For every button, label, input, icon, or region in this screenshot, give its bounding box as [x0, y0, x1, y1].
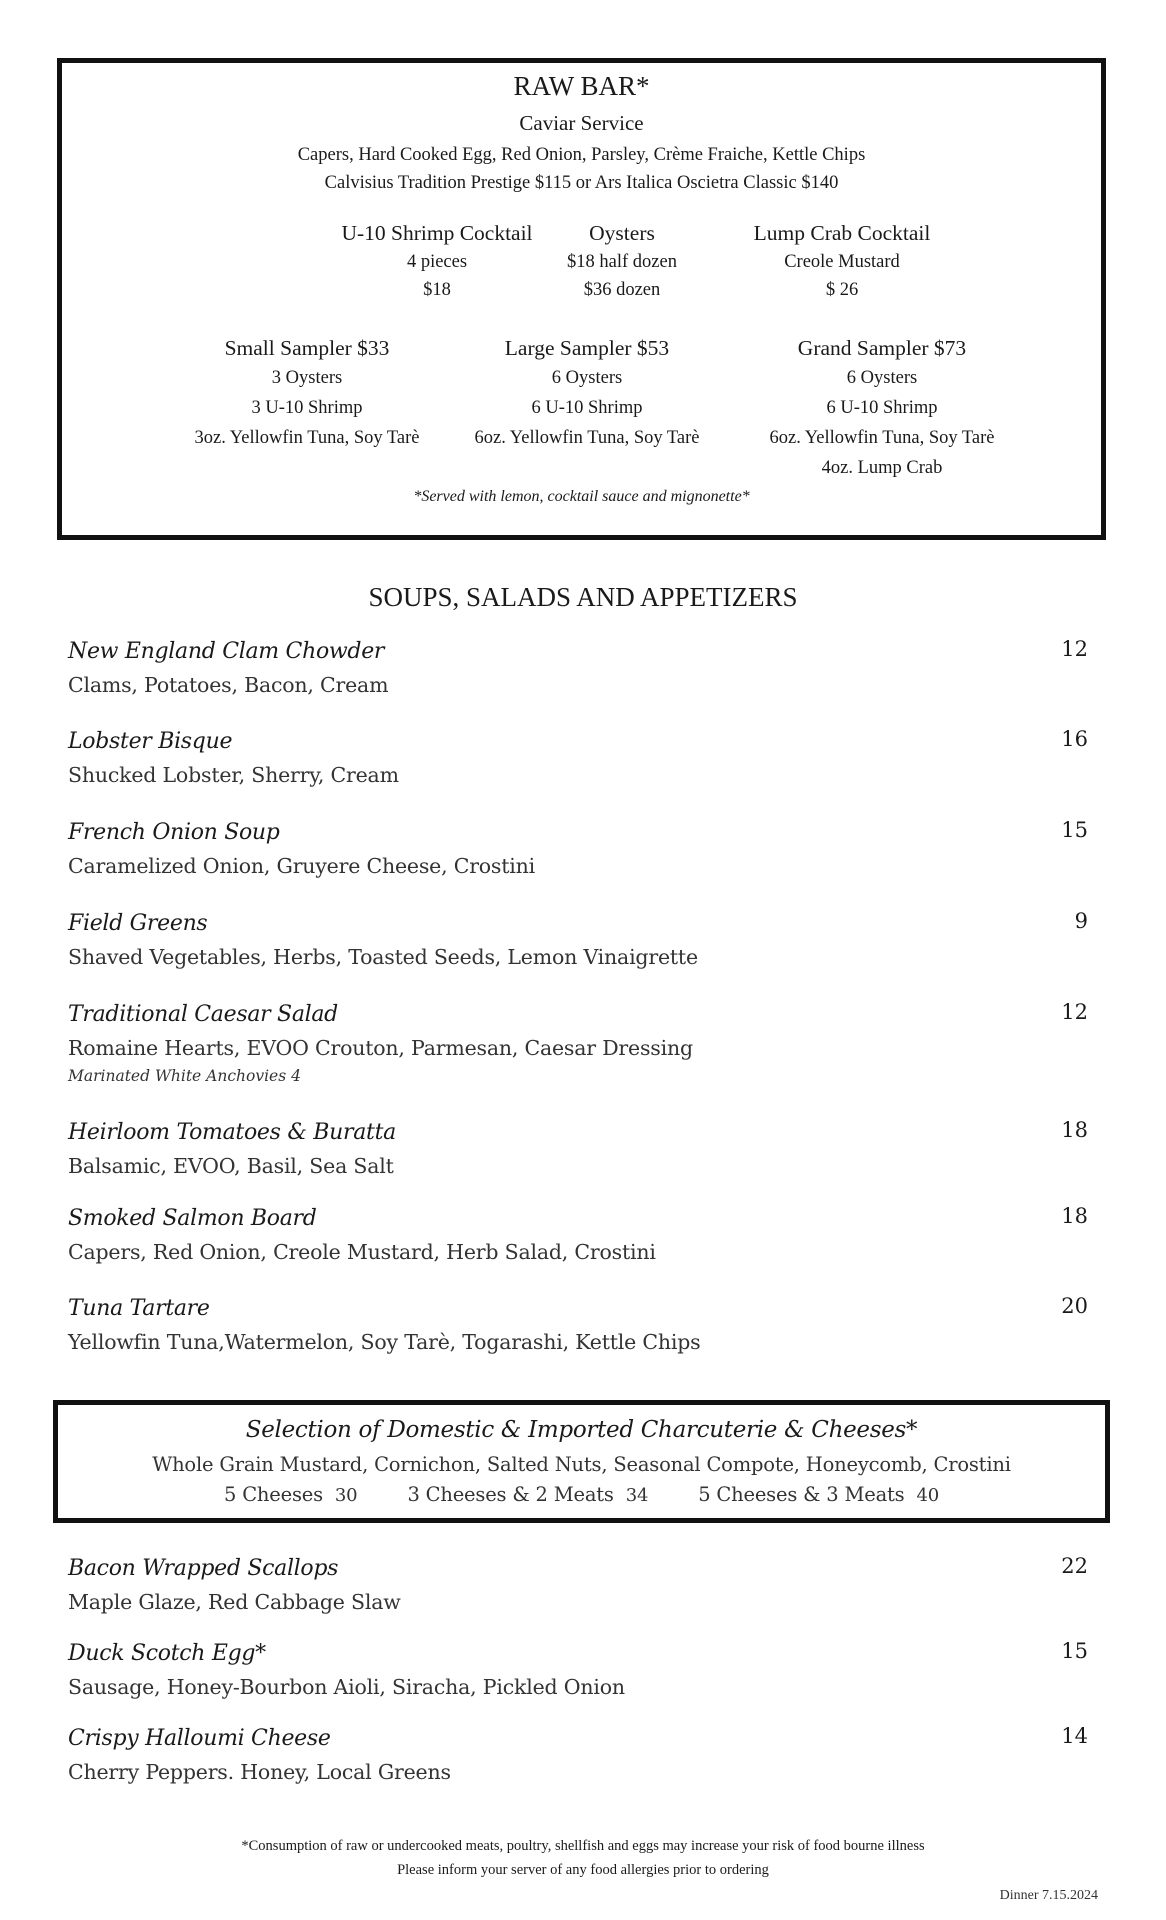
sampler-line: 6 U-10 Shrimp — [826, 398, 938, 418]
item-desc: Capers, Red Onion, Creole Mustard, Herb Salad, Crostini — [68, 1240, 656, 1264]
menu-item — [68, 1722, 1088, 1788]
caviar-accompaniments: Capers, Hard Cooked Egg, Red Onion, Parsley, Crème Fraiche, Kettle Chips — [297, 145, 866, 165]
grand-sampler — [727, 333, 1037, 483]
item-desc: Shucked Lobster, Sherry, Cream — [68, 763, 399, 787]
item-name: Traditional Caesar Salad — [68, 1002, 338, 1027]
sampler-line: 6 Oysters — [551, 368, 623, 388]
oysters — [522, 218, 722, 304]
section-title: SOUPS, SALADS AND APPETIZERS — [368, 582, 798, 612]
food-safety-warning: *Consumption of raw or undercooked meats, poultry, shellfish and eggs may increase your risk of food bourne illness — [241, 1838, 925, 1854]
lump-crab-name: Lump Crab Cocktail — [753, 221, 931, 245]
item-desc: Balsamic, EVOO, Basil, Sea Salt — [68, 1154, 394, 1178]
item-price: 14 — [1061, 1724, 1088, 1748]
item-desc: Shaved Vegetables, Herbs, Toasted Seeds, Lemon Vinaigrette — [68, 945, 698, 969]
charcuterie-option — [407, 1483, 648, 1506]
item-addon — [68, 1064, 1088, 1088]
item-price: 15 — [1061, 1639, 1088, 1663]
oysters-half-dozen: $18 half dozen — [567, 252, 677, 272]
item-name: Tuna Tartare — [68, 1296, 210, 1321]
item-desc: Caramelized Onion, Gruyere Cheese, Crostini — [68, 854, 536, 878]
menu-item — [68, 1552, 1088, 1618]
charcuterie-desc: Whole Grain Mustard, Cornichon, Salted Nuts, Seasonal Compote, Honeycomb, Crostini — [152, 1453, 1011, 1476]
charcuterie-box — [53, 1400, 1110, 1523]
sampler-line: 6oz. Yellowfin Tuna, Soy Tarè — [769, 428, 995, 448]
option-label: 5 Cheeses — [224, 1483, 323, 1506]
option-label: 5 Cheeses & 3 Meats — [698, 1483, 905, 1506]
item-price: 20 — [1061, 1294, 1088, 1318]
oysters-dozen: $36 dozen — [583, 280, 661, 300]
raw-bar-title: RAW BAR* — [513, 71, 650, 101]
item-name: Crispy Halloumi Cheese — [68, 1726, 331, 1751]
shrimp-cocktail-name: U-10 Shrimp Cocktail — [341, 221, 533, 245]
item-price: 16 — [1061, 727, 1088, 751]
item-desc: Romaine Hearts, EVOO Crouton, Parmesan, Caesar Dressing — [68, 1036, 693, 1060]
grand-sampler-name: Grand Sampler $73 — [797, 336, 967, 360]
option-price: 40 — [916, 1485, 939, 1506]
item-desc: Sausage, Honey-Bourbon Aioli, Siracha, Pickled Onion — [68, 1675, 625, 1699]
large-sampler-name: Large Sampler $53 — [504, 336, 670, 360]
item-price: 12 — [1061, 637, 1088, 661]
menu-item — [68, 725, 1088, 791]
item-name: Heirloom Tomatoes & Buratta — [68, 1120, 396, 1145]
addon-price: 4 — [291, 1067, 301, 1085]
shrimp-cocktail-qty: 4 pieces — [406, 252, 468, 272]
item-price: 9 — [1074, 909, 1088, 933]
menu-date: Dinner 7.15.2024 — [999, 1888, 1098, 1903]
raw-bar-note: *Served with lemon, cocktail sauce and mignonette* — [413, 488, 750, 505]
menu-item — [68, 1202, 1088, 1268]
lump-crab-cocktail — [707, 218, 977, 304]
small-sampler — [157, 333, 457, 453]
item-desc: Yellowfin Tuna,Watermelon, Soy Tarè, Togarashi, Kettle Chips — [68, 1330, 701, 1354]
menu-item — [68, 1637, 1088, 1703]
item-price: 18 — [1061, 1118, 1088, 1142]
menu-item — [68, 635, 1088, 701]
sampler-line: 4oz. Lump Crab — [821, 458, 943, 478]
menu-item — [68, 816, 1088, 882]
item-price: 12 — [1061, 1000, 1088, 1024]
item-desc: Cherry Peppers. Honey, Local Greens — [68, 1760, 451, 1784]
item-name: Bacon Wrapped Scallops — [68, 1556, 339, 1581]
item-name: Duck Scotch Egg* — [68, 1641, 266, 1666]
sampler-line: 3oz. Yellowfin Tuna, Soy Tarè — [194, 428, 420, 448]
addon-label: Marinated White Anchovies — [68, 1067, 287, 1085]
sampler-line: 6 Oysters — [846, 368, 918, 388]
item-desc: Maple Glaze, Red Cabbage Slaw — [68, 1590, 401, 1614]
small-sampler-name: Small Sampler $33 — [224, 336, 390, 360]
item-name: New England Clam Chowder — [68, 639, 385, 664]
menu-item — [68, 1292, 1088, 1358]
option-label: 3 Cheeses & 2 Meats — [407, 1483, 614, 1506]
shrimp-cocktail-price: $18 — [423, 280, 451, 300]
lump-crab-sauce: Creole Mustard — [784, 252, 900, 272]
raw-bar-box — [57, 58, 1106, 540]
item-name: Smoked Salmon Board — [68, 1206, 317, 1231]
oysters-name: Oysters — [589, 221, 655, 245]
charcuterie-option — [224, 1483, 357, 1506]
item-price: 15 — [1061, 818, 1088, 842]
menu-item — [68, 998, 1088, 1088]
menu-item — [68, 907, 1088, 973]
item-price: 18 — [1061, 1204, 1088, 1228]
item-name: French Onion Soup — [68, 820, 280, 845]
lump-crab-price: $ 26 — [825, 280, 859, 300]
item-desc: Clams, Potatoes, Bacon, Cream — [68, 673, 389, 697]
charcuterie-options — [58, 1483, 1105, 1506]
caviar-options: Calvisius Tradition Prestige $115 or Ars Italica Oscietra Classic $140 — [324, 173, 839, 193]
option-price: 34 — [625, 1485, 649, 1506]
menu-item — [68, 1116, 1088, 1182]
option-price: 30 — [334, 1485, 358, 1506]
charcuterie-title: Selection of Domestic & Imported Charcuterie & Cheeses* — [245, 1417, 918, 1443]
caviar-service-title: Caviar Service — [519, 111, 644, 135]
sampler-line: 6oz. Yellowfin Tuna, Soy Tarè — [474, 428, 700, 448]
large-sampler — [437, 333, 737, 453]
item-name: Lobster Bisque — [68, 729, 233, 754]
item-price: 22 — [1061, 1554, 1088, 1578]
allergy-notice: Please inform your server of any food allergies prior to ordering — [397, 1862, 769, 1878]
sampler-line: 3 Oysters — [271, 368, 343, 388]
charcuterie-option — [698, 1483, 939, 1506]
item-name: Field Greens — [68, 911, 208, 936]
sampler-line: 6 U-10 Shrimp — [531, 398, 643, 418]
sampler-line: 3 U-10 Shrimp — [251, 398, 363, 418]
